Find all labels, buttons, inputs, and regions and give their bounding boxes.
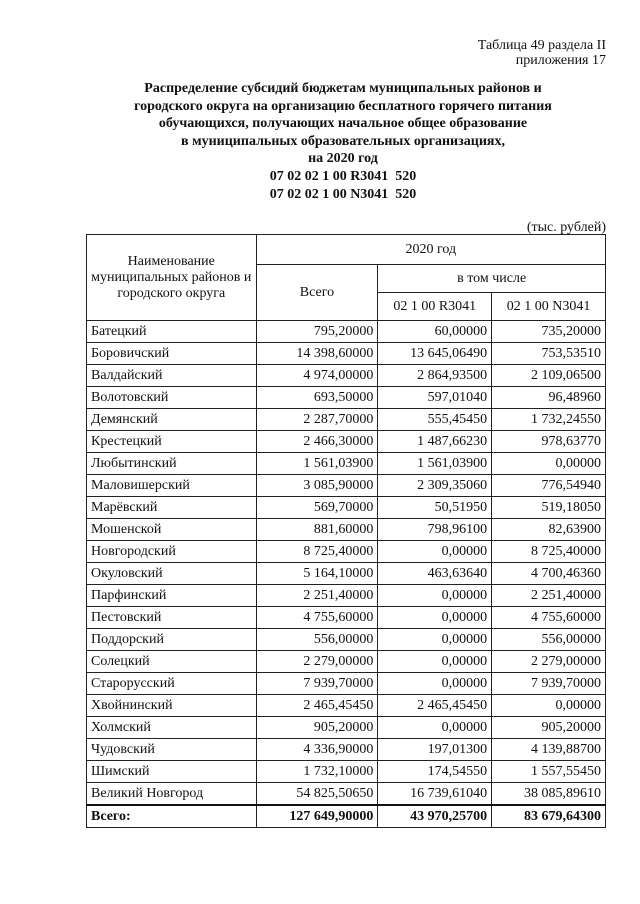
cell-n3041: 776,54940 xyxy=(492,475,606,497)
district-name: Марёвский xyxy=(87,497,257,519)
cell-r3041: 2 465,45450 xyxy=(378,695,492,717)
cell-total: 1 732,10000 xyxy=(256,761,378,783)
budget-code-2: 07 02 02 1 00 N3041 520 xyxy=(269,186,417,202)
district-name: Новгородский xyxy=(87,541,257,563)
table-row xyxy=(87,365,606,387)
cell-total: 7 939,70000 xyxy=(256,673,378,695)
cell-total: 2 279,00000 xyxy=(256,651,378,673)
cell-total: 8 725,40000 xyxy=(256,541,378,563)
district-name: Парфинский xyxy=(87,585,257,607)
header-code-n: 02 1 00 N3041 xyxy=(492,293,606,321)
cell-r3041: 174,54550 xyxy=(378,761,492,783)
header-total: Всего xyxy=(256,265,378,321)
table-row xyxy=(87,387,606,409)
cell-total: 54 825,50650 xyxy=(256,783,378,806)
cell-n3041: 0,00000 xyxy=(492,695,606,717)
cell-r3041: 2 864,93500 xyxy=(378,365,492,387)
cell-r3041: 1 487,66230 xyxy=(378,431,492,453)
totals-n3041: 83 679,64300 xyxy=(492,805,606,828)
cell-total: 4 755,60000 xyxy=(256,607,378,629)
cell-total: 3 085,90000 xyxy=(256,475,378,497)
table-row xyxy=(87,761,606,783)
cell-total: 2 465,45450 xyxy=(256,695,378,717)
district-name: Хвойнинский xyxy=(87,695,257,717)
cell-r3041: 0,00000 xyxy=(378,585,492,607)
cell-r3041: 1 561,03900 xyxy=(378,453,492,475)
cell-n3041: 753,53510 xyxy=(492,343,606,365)
cell-r3041: 2 309,35060 xyxy=(378,475,492,497)
cell-r3041: 0,00000 xyxy=(378,629,492,651)
cell-r3041: 60,00000 xyxy=(378,321,492,343)
table-row xyxy=(87,541,606,563)
document-title xyxy=(60,80,626,203)
district-name: Маловишерский xyxy=(87,475,257,497)
cell-n3041: 38 085,89610 xyxy=(492,783,606,806)
table-reference-line-2: приложения 17 xyxy=(515,53,606,68)
cell-n3041: 905,20000 xyxy=(492,717,606,739)
district-name: Мошенской xyxy=(87,519,257,541)
district-name: Боровичский xyxy=(87,343,257,365)
table-row xyxy=(87,629,606,651)
cell-n3041: 1 557,55450 xyxy=(492,761,606,783)
table-row xyxy=(87,343,606,365)
district-name: Холмский xyxy=(87,717,257,739)
cell-r3041: 463,63640 xyxy=(378,563,492,585)
cell-total: 569,70000 xyxy=(256,497,378,519)
totals-r3041: 43 970,25700 xyxy=(378,805,492,828)
district-name: Крестецкий xyxy=(87,431,257,453)
cell-total: 2 251,40000 xyxy=(256,585,378,607)
cell-total: 693,50000 xyxy=(256,387,378,409)
header-name: Наименование муниципальных районов и городского округа xyxy=(87,235,257,321)
district-name: Батецкий xyxy=(87,321,257,343)
cell-r3041: 13 645,06490 xyxy=(378,343,492,365)
table-row xyxy=(87,651,606,673)
table-header xyxy=(87,235,606,321)
header-year: 2020 год xyxy=(256,235,605,265)
table-row xyxy=(87,475,606,497)
cell-total: 556,00000 xyxy=(256,629,378,651)
table-row xyxy=(87,673,606,695)
units-label: (тыс. рублей) xyxy=(526,220,606,235)
table-row xyxy=(87,695,606,717)
header-including: в том числе xyxy=(378,265,606,293)
cell-total: 2 466,30000 xyxy=(256,431,378,453)
cell-n3041: 82,63900 xyxy=(492,519,606,541)
table-row xyxy=(87,431,606,453)
cell-n3041: 1 732,24550 xyxy=(492,409,606,431)
table-row xyxy=(87,783,606,806)
district-name: Поддорский xyxy=(87,629,257,651)
cell-r3041: 0,00000 xyxy=(378,607,492,629)
cell-r3041: 798,96100 xyxy=(378,519,492,541)
header-code-r: 02 1 00 R3041 xyxy=(378,293,492,321)
cell-total: 2 287,70000 xyxy=(256,409,378,431)
totals-total: 127 649,90000 xyxy=(256,805,378,828)
cell-n3041: 2 279,00000 xyxy=(492,651,606,673)
district-name: Любытинский xyxy=(87,453,257,475)
table-row xyxy=(87,563,606,585)
totals-label: Всего: xyxy=(87,805,257,828)
subsidy-table xyxy=(86,234,606,828)
cell-r3041: 50,51950 xyxy=(378,497,492,519)
district-name: Старорусский xyxy=(87,673,257,695)
district-name: Пестовский xyxy=(87,607,257,629)
cell-total: 1 561,03900 xyxy=(256,453,378,475)
district-name: Демянский xyxy=(87,409,257,431)
table-body xyxy=(87,321,606,828)
cell-r3041: 555,45450 xyxy=(378,409,492,431)
cell-n3041: 2 109,06500 xyxy=(492,365,606,387)
table-row xyxy=(87,497,606,519)
cell-n3041: 4 755,60000 xyxy=(492,607,606,629)
cell-r3041: 0,00000 xyxy=(378,717,492,739)
title-line-4: в муниципальных образовательных организациях, xyxy=(181,133,505,149)
cell-n3041: 8 725,40000 xyxy=(492,541,606,563)
district-name: Великий Новгород xyxy=(87,783,257,806)
cell-n3041: 7 939,70000 xyxy=(492,673,606,695)
title-line-2: городского округа на организацию бесплатного горячего питания xyxy=(134,98,552,114)
title-line-3: обучающихся, получающих начальное общее образование xyxy=(158,116,528,132)
cell-total: 4 974,00000 xyxy=(256,365,378,387)
table-row xyxy=(87,585,606,607)
cell-r3041: 0,00000 xyxy=(378,541,492,563)
district-name: Солецкий xyxy=(87,651,257,673)
cell-r3041: 0,00000 xyxy=(378,673,492,695)
cell-n3041: 96,48960 xyxy=(492,387,606,409)
cell-n3041: 4 139,88700 xyxy=(492,739,606,761)
table-row xyxy=(87,321,606,343)
table-row xyxy=(87,739,606,761)
district-name: Чудовский xyxy=(87,739,257,761)
cell-total: 5 164,10000 xyxy=(256,563,378,585)
table-row xyxy=(87,717,606,739)
cell-n3041: 2 251,40000 xyxy=(492,585,606,607)
cell-n3041: 0,00000 xyxy=(492,453,606,475)
cell-r3041: 597,01040 xyxy=(378,387,492,409)
cell-n3041: 4 700,46360 xyxy=(492,563,606,585)
table-reference xyxy=(478,38,606,68)
table-reference-line-1: Таблица 49 раздела II xyxy=(477,38,606,53)
cell-n3041: 519,18050 xyxy=(492,497,606,519)
cell-r3041: 0,00000 xyxy=(378,651,492,673)
cell-n3041: 978,63770 xyxy=(492,431,606,453)
table-row xyxy=(87,607,606,629)
cell-total: 905,20000 xyxy=(256,717,378,739)
cell-total: 14 398,60000 xyxy=(256,343,378,365)
title-line-1: Распределение субсидий бюджетам муниципальных районов и xyxy=(144,81,542,96)
cell-total: 4 336,90000 xyxy=(256,739,378,761)
table-row xyxy=(87,409,606,431)
district-name: Окуловский xyxy=(87,563,257,585)
district-name: Волотовский xyxy=(87,387,257,409)
totals-row xyxy=(87,805,606,828)
cell-total: 795,20000 xyxy=(256,321,378,343)
table-row xyxy=(87,519,606,541)
cell-n3041: 735,20000 xyxy=(492,321,606,343)
cell-r3041: 16 739,61040 xyxy=(378,783,492,806)
budget-code-1: 07 02 02 1 00 R3041 520 xyxy=(269,168,417,184)
title-line-5: на 2020 год xyxy=(308,151,378,167)
district-name: Шимский xyxy=(87,761,257,783)
district-name: Валдайский xyxy=(87,365,257,387)
cell-n3041: 556,00000 xyxy=(492,629,606,651)
table-row xyxy=(87,453,606,475)
cell-r3041: 197,01300 xyxy=(378,739,492,761)
cell-total: 881,60000 xyxy=(256,519,378,541)
